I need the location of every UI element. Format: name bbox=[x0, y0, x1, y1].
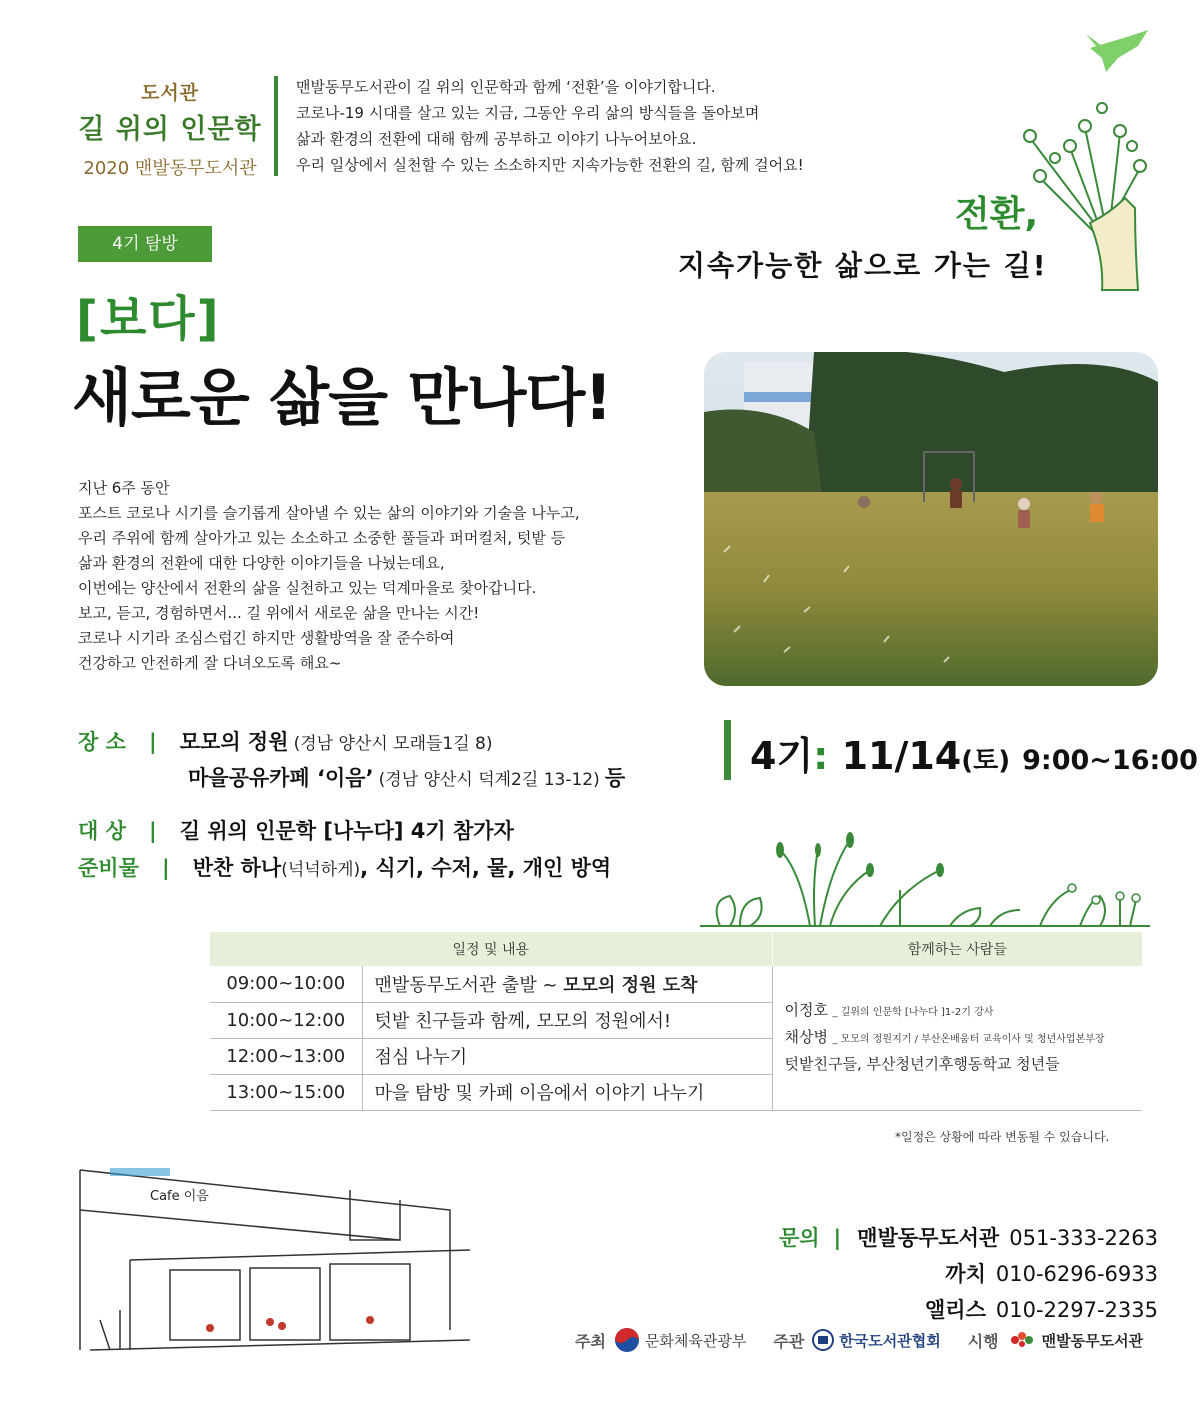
place-separator: | bbox=[148, 730, 157, 754]
bird-icon bbox=[1086, 30, 1148, 72]
organizer-org bbox=[768, 1329, 940, 1352]
prep-row bbox=[78, 852, 611, 882]
contact-phone: 010-2297-2335 bbox=[995, 1298, 1158, 1322]
logo-line1: 도서관 bbox=[140, 82, 200, 104]
row-content-bold: 모모의 정원 도착 bbox=[563, 974, 698, 996]
description-line: 이번에는 양산에서 전환의 삶을 실천하고 있는 덕계마을로 찾아갑니다. bbox=[78, 579, 537, 597]
person-desc: _ 모모의 정원지기 / 부산온배움터 교육이사 및 청년사업본부장 bbox=[832, 1034, 1105, 1046]
date-weekday: (토) bbox=[961, 746, 1011, 776]
contact-row bbox=[760, 1222, 1158, 1258]
place2-name: 마을공유카페 ‘이음’ bbox=[188, 766, 374, 790]
header-program: 일정 및 내용 bbox=[210, 932, 772, 966]
sponsor-bar bbox=[570, 1320, 1170, 1360]
target-label: 대 상 bbox=[78, 819, 126, 843]
organizer-label: 주관 bbox=[773, 1331, 805, 1351]
place-label: 장 소 bbox=[78, 730, 126, 754]
description-line: 삶과 환경의 전환에 대한 다양한 이야기들을 나눴는데요, bbox=[78, 554, 445, 572]
description-line: 코로나 시기라 조심스럽긴 하지만 생활방역을 잘 준수하여 bbox=[78, 629, 455, 647]
contact-block bbox=[760, 1222, 1158, 1330]
logo-divider bbox=[274, 76, 278, 176]
description-line: 건강하고 안전하게 잘 다녀오도록 해요~ bbox=[78, 654, 342, 672]
schedule-table bbox=[210, 932, 1142, 1111]
logo-line2: 길 위의 인문학 bbox=[78, 114, 262, 145]
contact-phone: 051-333-2263 bbox=[1009, 1226, 1158, 1250]
library-flower-logo bbox=[1007, 1329, 1037, 1351]
target-row bbox=[78, 815, 514, 845]
ministry-emblem-icon bbox=[614, 1327, 640, 1353]
contact-separator: | bbox=[833, 1226, 842, 1250]
target-separator: | bbox=[148, 819, 157, 843]
contact-phone: 010-6296-6933 bbox=[995, 1262, 1158, 1286]
person-name: 이정호 bbox=[784, 1001, 828, 1020]
place2-address: (경남 양산시 덕계2길 13-12) bbox=[378, 770, 600, 790]
intro-line: 맨발동무도서관이 길 위의 인문학과 함께 ‘전환’을 이야기합니다. bbox=[296, 78, 716, 96]
prep-label: 준비물 bbox=[78, 856, 139, 880]
row-content: 텃밭 친구들과 함께, 모모의 정원에서! bbox=[362, 1002, 772, 1038]
row-time: 10:00~12:00 bbox=[210, 1002, 362, 1038]
cafe-sketch bbox=[70, 1140, 490, 1360]
description-line: 보고, 듣고, 경험하면서... 길 위에서 새로운 삶을 만나는 시간! bbox=[78, 604, 480, 622]
row-time: 12:00~13:00 bbox=[210, 1038, 362, 1074]
place-row bbox=[78, 726, 493, 756]
intro-line: 삶과 환경의 전환에 대해 함께 공부하고 이야기 나누어보아요. bbox=[296, 130, 697, 148]
executor-name: 맨발동무도서관 bbox=[1041, 1331, 1144, 1350]
intro-line: 우리 일상에서 실천할 수 있는 소소하지만 지속가능한 전환의 길, 함께 걸어요! bbox=[296, 156, 804, 174]
prep-value-note: (넉넉하게) bbox=[281, 860, 361, 880]
intro-line: 코로나-19 시대를 살고 있는 지금, 그동안 우리 삶의 방식들을 돌아보며 bbox=[296, 104, 760, 122]
schedule-note: *일정은 상황에 따라 변동될 수 있습니다. bbox=[895, 1130, 1110, 1144]
prep-value-rest: , 식기, 수저, 물, 개인 방역 bbox=[360, 856, 612, 880]
description bbox=[78, 476, 678, 676]
slogan-highlight: 전환, bbox=[955, 194, 1039, 235]
row-content bbox=[362, 966, 772, 1002]
table-header-row bbox=[210, 932, 1142, 966]
slogan-text: 지속가능한 삶으로 가는 길! bbox=[678, 249, 1048, 282]
date-colon: : bbox=[813, 734, 829, 778]
row-content-text: 맨발동무도서관 출발 ~ bbox=[374, 974, 564, 996]
garden-photo bbox=[704, 352, 1158, 686]
row-content: 마을 탐방 및 카페 이음에서 이야기 나누기 bbox=[362, 1074, 772, 1110]
contact-name: 까치 bbox=[945, 1262, 986, 1286]
library-association-icon bbox=[812, 1329, 834, 1351]
row-time: 09:00~10:00 bbox=[210, 966, 362, 1002]
place1-address: (경남 양산시 모래들1길 8) bbox=[293, 734, 493, 754]
header-people: 함께하는 사람들 bbox=[772, 932, 1142, 966]
row-time: 13:00~15:00 bbox=[210, 1074, 362, 1110]
place2-suffix: 등 bbox=[604, 766, 626, 790]
event-date bbox=[750, 725, 1198, 780]
contact-name: 앨리스 bbox=[925, 1298, 986, 1322]
contact-name: 맨발동무도서관 bbox=[857, 1226, 1000, 1250]
description-line: 우리 주위에 함께 살아가고 있는 소소하고 소중한 풀들과 퍼머컬처, 텃밭 등 bbox=[78, 529, 566, 547]
date-day: 11/14 bbox=[841, 734, 962, 778]
executor-org bbox=[963, 1329, 1143, 1352]
person-group: 텃밭친구들, 부산청년기후행동학교 청년들 bbox=[784, 1055, 1060, 1074]
person-name: 채상병 bbox=[784, 1028, 828, 1047]
executor-label: 시행 bbox=[967, 1331, 999, 1351]
place2-row bbox=[188, 762, 625, 792]
target-value: 길 위의 인문학 [나누다] 4기 참가자 bbox=[179, 819, 514, 843]
people-cell bbox=[772, 966, 1142, 1110]
page-subtitle: [보다] bbox=[76, 291, 221, 347]
date-divider bbox=[724, 720, 731, 780]
host-label: 주최 bbox=[575, 1331, 606, 1351]
host-name: 문화체육관광부 bbox=[644, 1331, 747, 1350]
description-line: 포스트 코로나 시기를 슬기롭게 살아낼 수 있는 삶의 이야기와 기술을 나누고, bbox=[78, 504, 580, 522]
organizer-name: 한국도서관협회 bbox=[839, 1331, 941, 1350]
date-cohort: 4기 bbox=[750, 734, 814, 778]
date-time: 9:00~16:00 bbox=[1022, 745, 1198, 776]
session-badge: 4기 탐방 bbox=[78, 226, 212, 262]
host-org bbox=[570, 1327, 746, 1353]
description-line: 지난 6주 동안 bbox=[78, 479, 170, 497]
prep-value: 반찬 하나 bbox=[192, 856, 282, 880]
row-content: 점심 나누기 bbox=[362, 1038, 772, 1074]
intro-text bbox=[296, 74, 856, 178]
logo-line3: 2020 맨발동무도서관 bbox=[83, 158, 257, 179]
person-desc: _ 길위의 인문학 [나누다 ]1-2기 강사 bbox=[832, 1007, 994, 1019]
plants-illustration bbox=[700, 830, 1150, 930]
contact-row bbox=[760, 1258, 1158, 1294]
page-title: 새로운 삶을 만나다! bbox=[72, 361, 612, 434]
contact-label: 문의 bbox=[778, 1226, 820, 1250]
cafe-sign: Cafe 이음 bbox=[150, 1189, 209, 1204]
program-logo bbox=[70, 78, 270, 180]
table-row bbox=[210, 966, 1142, 1002]
place1-name: 모모의 정원 bbox=[179, 730, 289, 754]
prep-separator: | bbox=[161, 856, 170, 880]
